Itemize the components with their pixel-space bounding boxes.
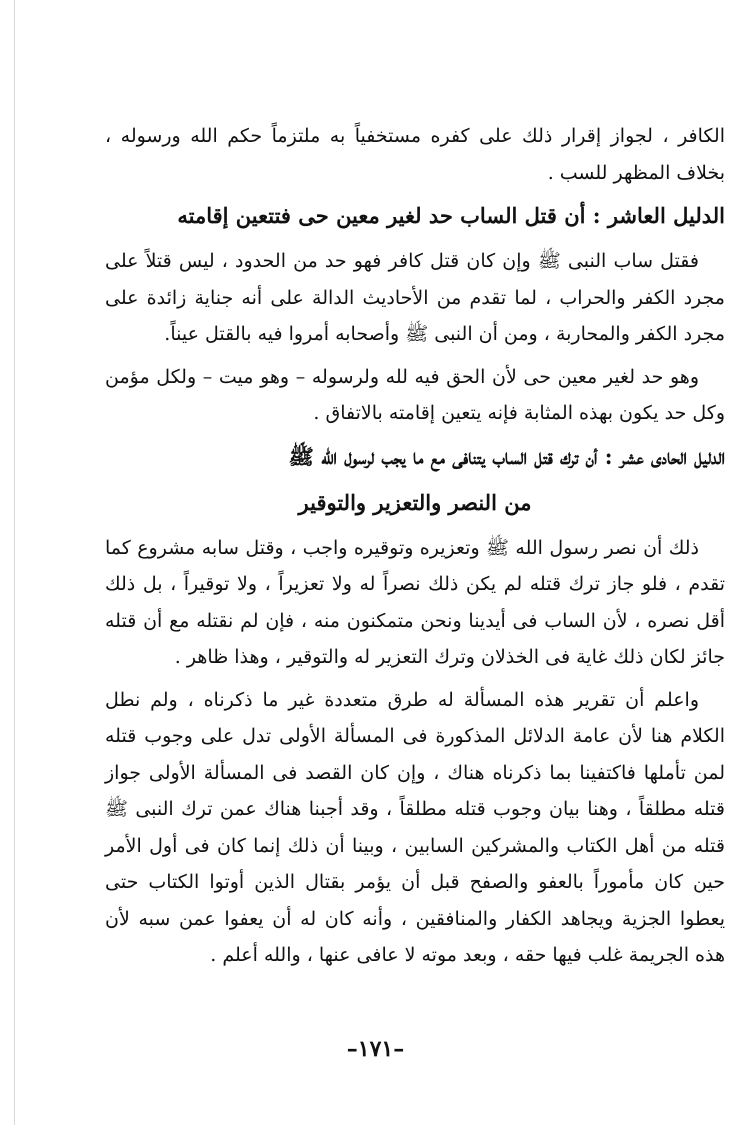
paragraph-3: وهو حد لغير معين حى لأن الحق فيه لله ولرسوله – وهو ميت – ولكل مؤمن وكل حد يكون بهذه المثابة فإنه يتعين إقامته بالاتفاق . (105, 365, 725, 424)
page-number: –١٧١– (346, 1036, 405, 1062)
heading-tenth-evidence (105, 197, 725, 235)
heading-eleventh-line2: من النصر والتعزير والتوقير (298, 489, 532, 515)
page-edge-shadow (14, 0, 15, 1125)
paragraph-1: الكافر ، لجواز إقرار ذلك على كفره مستخفياً به ملتزماً حكم الله ورسوله ، بخلاف المظهر للسب . (105, 125, 725, 184)
heading-eleventh-text: : أن ترك قتل الساب يتنافى مع ما يجب لرسول الله ﷺ (288, 443, 613, 469)
heading-eleventh-evidence (105, 438, 725, 476)
paragraph-5: واعلم أن تقرير هذه المسألة له طرق متعددة غير ما ذكرناه ، ولم نطل الكلام هنا لأن عامة الدلائل المذكورة فى المسألة الأولى تدل على وجوب قتله لمن تأملها فاكتفينا بما ذكرناه هناك ، وإن كان القصد فى المسألة الأولى جواز قتله مطلقاً ، وهنا بيان وجوب قتله مطلقاً ، وقد أجبنا هناك عمن ترك النبى ﷺ قتله من أهل الكتاب والمشركين السابين ، وبينا أن ذلك إنما كان فى أول الأمر حين كان مأموراً بالعفو والصفح قبل أن يؤمر بقتال الذين أوتوا الكتاب حتى يعطوا الجزية ويجاهد الكفار والمنافقين ، وأنه كان له أن يعفوا عمن سبه لأن هذه الجريمة غلب فيها حقه ، وبعد موته لا عافى عنها ، والله أعلم . (105, 688, 725, 966)
paragraph-4: ذلك أن نصر رسول الله ﷺ وتعزيره وتوقيره واجب ، وقتل سابه مشروع كما تقدم ، فلو جاز ترك قتله لم يكن ذلك نصراً له ولا تعزيراً ، ولا توقيراً ، بل ذلك أقل نصره ، لأن الساب فى أيدينا ونحن متمكنون منه ، فإن لم نقتله مع أن قتله جائز لكان ذلك غاية فى الخذلان وترك التعزير له والتوقير ، وهذا ظاهر . (105, 536, 725, 668)
heading-tenth-label: الدليل العاشر (607, 203, 725, 228)
paragraph-2: فقتل ساب النبى ﷺ وإن كان قتل كافر فهو حد من الحدود ، ليس قتلاً على مجرد الكفر والحراب ، لما تقدم من الأحاديث الدالة على أنه جناية زائدة على مجرد الكفر والمحاربة ، ومن أن النبى ﷺ وأصحابه أمروا فيه بالقتل عيناً. (105, 250, 725, 345)
heading-eleventh-label: الدليل الحادى عشر (619, 443, 725, 469)
heading-tenth-text: : أن قتل الساب حد لغير معين حى فتتعين إقامته (177, 203, 601, 228)
page-body (105, 118, 725, 980)
